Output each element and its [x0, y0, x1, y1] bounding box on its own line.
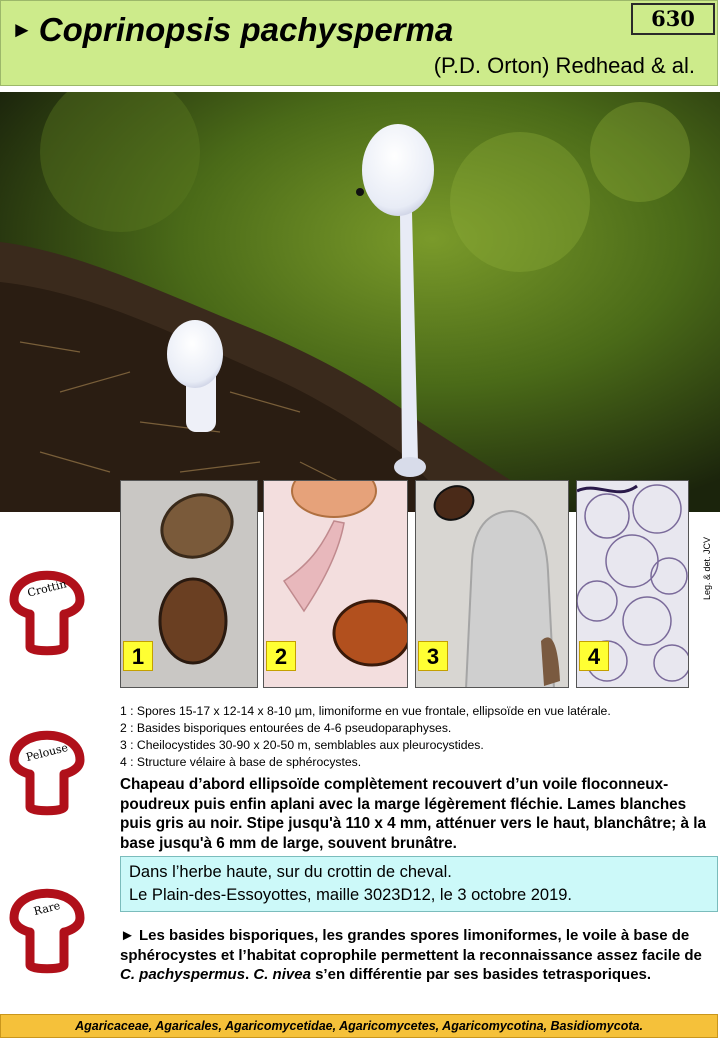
- photo-number-2: 2: [266, 641, 296, 671]
- credit-vertical: Leg. & det. JCV: [702, 536, 712, 600]
- caption-3: 3 : Cheilocystides 30-90 x 20-50 m, semblables aux pleurocystides.: [120, 738, 484, 752]
- caption-1: 1 : Spores 15-17 x 12-14 x 8-10 µm, limoniforme en vue frontale, ellipsoïde en vue latérale.: [120, 704, 611, 718]
- micro-photo-3: [415, 480, 569, 688]
- species-title: [11, 11, 453, 49]
- species-author: (P.D. Orton) Redhead & al.: [433, 53, 695, 78]
- description: Chapeau d’abord ellipsoïde complètement recouvert d’un voile floconneux-poudreux puis enfin aplani avec la marge légèrement fléchie. Lames blanches puis gris au noir. Stipe jusqu'à 110 x 4 mm, atténuer vers le haut, blanchâtre; à la base jusqu'à 6 mm de large, souvent brunâtre.: [120, 776, 706, 852]
- header: [0, 0, 718, 86]
- arrow-icon: ►: [11, 17, 33, 42]
- habitat-line-2: Le Plain-des-Essoyottes, maille 3023D12, le 3 octobre 2019.: [129, 886, 573, 904]
- main-photograph: [0, 92, 720, 512]
- micro-captions: [120, 703, 710, 771]
- micro-photo-2: [263, 480, 408, 688]
- photo-number-1: 1: [123, 641, 153, 671]
- micro-photo-4: [576, 480, 689, 688]
- habitat-line-1: Dans l’herbe haute, sur du crottin de cheval.: [129, 863, 452, 881]
- mushroom-photo-illustration: [0, 92, 720, 512]
- photo-number-3: 3: [418, 641, 448, 671]
- photo-number-4: 4: [579, 641, 609, 671]
- caption-2: 2 : Basides bisporiques entourées de 4-6 pseudoparaphyses.: [120, 721, 452, 735]
- plate-number-badge: 630: [631, 3, 715, 35]
- habitat-box: [120, 856, 718, 912]
- micro-photo-1: [120, 480, 258, 688]
- pelouse-icon: Pelouse: [4, 712, 90, 822]
- caption-4: 4 : Structure vélaire à base de sphérocystes.: [120, 755, 362, 769]
- species-name: Coprinopsis pachysperma: [38, 11, 454, 48]
- taxonomy-footer: Agaricaceae, Agaricales, Agaricomycetidae, Agaricomycetes, Agaricomycotina, Basidiomycota.: [0, 1014, 718, 1038]
- identification-notes: ► Les basides bisporiques, les grandes spores limoniformes, le voile à base de sphérocystes et l’habitat coprophile permettent la reconnaissance assez facile de C. pachyspermus. C. nivea s’en différentie par ses basides tetrasporiques.: [120, 927, 702, 983]
- rare-icon: Rare: [4, 870, 90, 980]
- crottin-icon: Crottin: [4, 552, 90, 662]
